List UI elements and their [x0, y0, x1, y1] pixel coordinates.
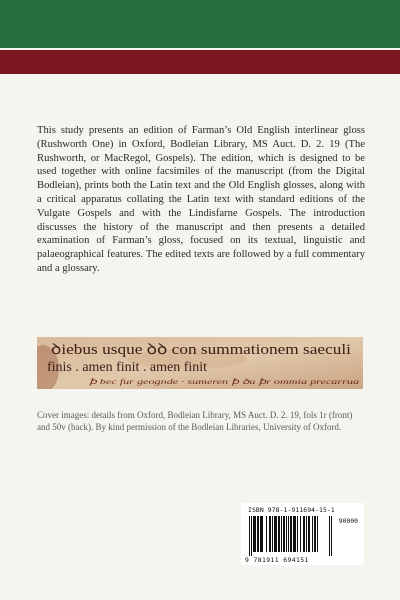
top-red-band — [0, 50, 400, 74]
manuscript-latin-line-2: finis . amen finit . amen finit — [47, 360, 208, 375]
isbn-barcode — [241, 503, 364, 565]
manuscript-latin-line-1: ꝺiebus usque ꝺꝺ con summationem saeculi — [51, 342, 351, 358]
cover-image-credit: Cover images: details from Oxford, Bodleian Library, MS Auct. D. 2. 19, fols 1r (front) and 50v (back). By kind permission of the Bodleian Libraries, University of Oxford. — [37, 410, 353, 432]
price-code: 90000 — [338, 517, 358, 525]
isbn-digits: 9 781911 694151 — [245, 556, 309, 564]
top-green-band — [0, 0, 400, 48]
manuscript-gloss-line: ꝥ bec fur geognde · sumeren ꝥ ꝺu ꝥr ommia precarrua — [89, 377, 360, 386]
barcode-bars — [249, 516, 333, 556]
back-cover-blurb: This study presents an edition of Farman’s Old English interlinear gloss (Rushworth One) in Oxford, Bodleian Library, MS Auct. D. 2. 19 (The Rushworth, or MacRegol, Gospels). The edition, which is designed to be used together with online facsimiles of the manuscript (from the Digital Bodleian), prints both the Latin text and the Old English glosses, along with a critical apparatus collating the Latin text with standard editions of the Vulgate Gospels and with the Lindisfarne Gospels. The introduction discusses the history of the manuscript and then presents a detailed examination of Farman’s gloss, focused on its textual, linguistic and palaeographical features. The edited texts are followed by a full commentary and a glossary. — [37, 125, 365, 274]
manuscript-image — [37, 337, 363, 389]
isbn-label: ISBN 978-1-911694-15-1 — [248, 506, 335, 514]
